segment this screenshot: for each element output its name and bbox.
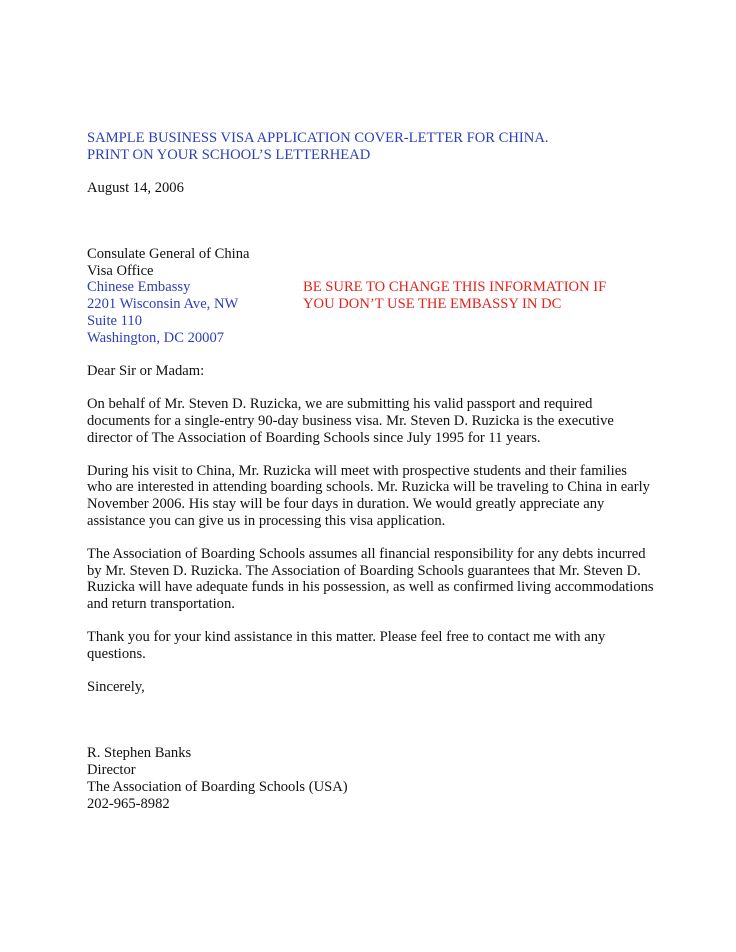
paragraph-1-line-1: On behalf of Mr. Steven D. Ruzicka, we are submitting his valid passport and required	[87, 396, 593, 412]
address-line-2: Visa Office	[87, 263, 154, 279]
address-line-3: Chinese Embassy	[87, 279, 191, 295]
paragraph-2-line-1: During his visit to China, Mr. Ruzicka will meet with prospective students and their families	[87, 463, 627, 479]
paragraph-4-line-2: questions.	[87, 646, 146, 662]
paragraph-3-line-3: Ruzicka will have adequate funds in his possession, as well as confirmed living accommodations	[87, 579, 654, 595]
paragraph-1-line-3: director of The Association of Boarding Schools since July 1995 for 11 years.	[87, 430, 541, 446]
closing: Sincerely,	[87, 679, 145, 695]
change-note-line-2: YOU DON’T USE THE EMBASSY IN DC	[303, 296, 562, 312]
signature-phone: 202-965-8982	[87, 796, 170, 812]
paragraph-4-line-1: Thank you for your kind assistance in this matter. Please feel free to contact me with any	[87, 629, 606, 645]
change-note-line-1: BE SURE TO CHANGE THIS INFORMATION IF	[303, 279, 607, 295]
address-line-4: 2201 Wisconsin Ave, NW	[87, 296, 239, 312]
paragraph-2-line-4: assistance you can give us in processing this visa application.	[87, 513, 446, 529]
signature-title: Director	[87, 762, 136, 778]
signature-name: R. Stephen Banks	[87, 745, 192, 761]
paragraph-2-line-2: who are interested in attending boarding schools. Mr. Ruzicka will be traveling to China in early	[87, 479, 650, 495]
signature-organization: The Association of Boarding Schools (USA)	[87, 779, 348, 795]
paragraph-3-line-4: and return transportation.	[87, 596, 235, 612]
header-line-1: SAMPLE BUSINESS VISA APPLICATION COVER-LETTER FOR CHINA.	[87, 130, 549, 146]
address-line-5: Suite 110	[87, 313, 142, 329]
header-line-2: PRINT ON YOUR SCHOOL’S LETTERHEAD	[87, 147, 371, 163]
salutation: Dear Sir or Madam:	[87, 363, 205, 379]
paragraph-3-line-2: by Mr. Steven D. Ruzicka. The Association of Boarding Schools guarantees that Mr. Steven D.	[87, 563, 641, 579]
paragraph-1-line-2: documents for a single-entry 90-day business visa. Mr. Steven D. Ruzicka is the executive	[87, 413, 614, 429]
address-line-6: Washington, DC 20007	[87, 330, 225, 346]
paragraph-2-line-3: November 2006. His stay will be four days in duration. We would greatly appreciate any	[87, 496, 605, 512]
paragraph-3-line-1: The Association of Boarding Schools assumes all financial responsibility for any debts incurred	[87, 546, 646, 562]
address-line-1: Consulate General of China	[87, 246, 250, 262]
letter-date: August 14, 2006	[87, 180, 184, 196]
